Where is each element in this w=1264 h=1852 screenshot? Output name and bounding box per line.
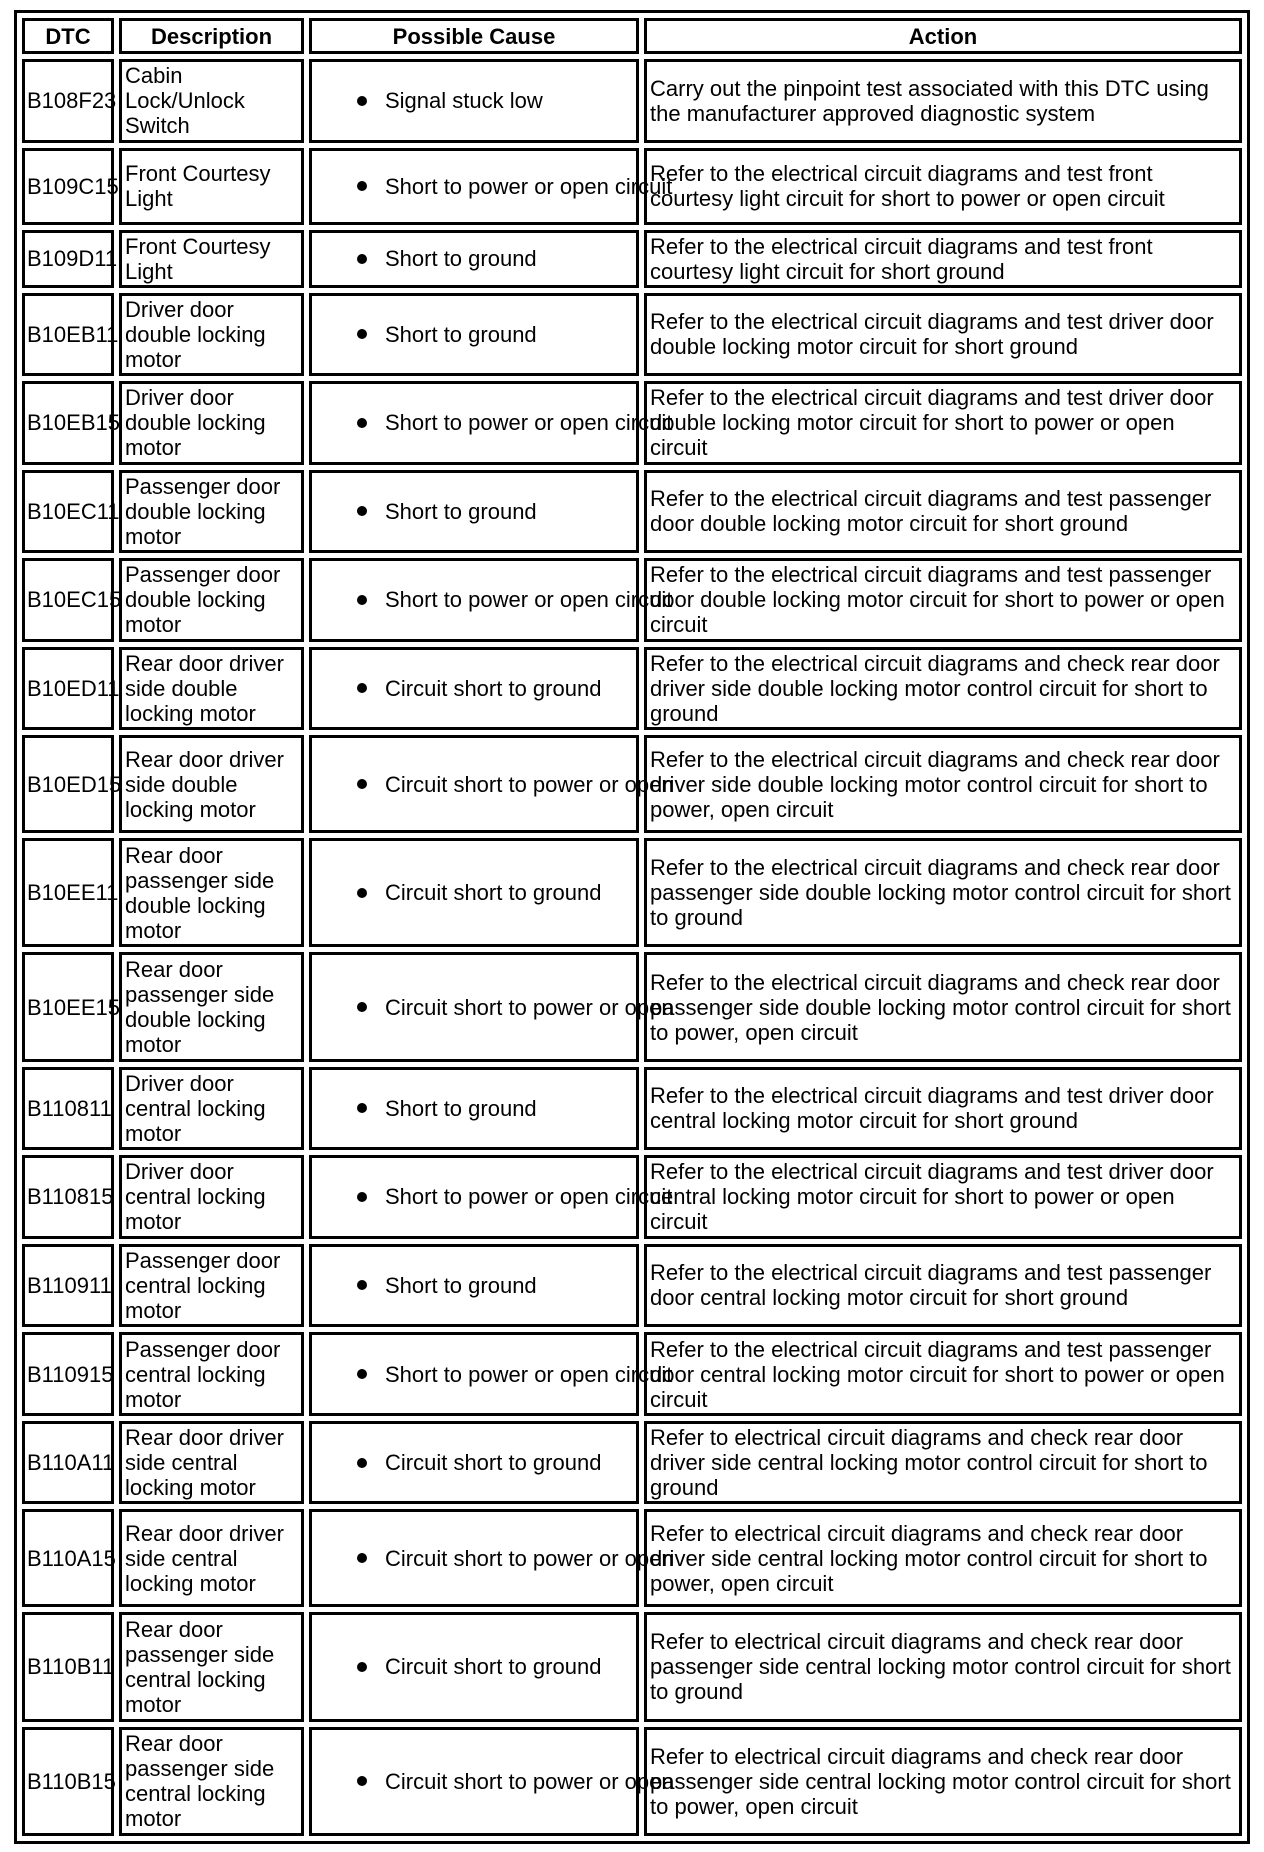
- table-header: [22, 18, 1242, 54]
- possible-cause: [309, 1727, 674, 1836]
- dtc-code: B10EE11: [22, 838, 114, 947]
- dtc-code: B110B11: [22, 1612, 114, 1721]
- dtc-description: Rear door driver side double locking motor: [119, 647, 304, 731]
- bullet-icon: [357, 418, 367, 428]
- possible-cause-text: Short to ground: [385, 1272, 537, 1298]
- possible-cause: [309, 647, 639, 731]
- table-row: [22, 1612, 1242, 1721]
- table-row: [22, 59, 1242, 143]
- table-row: [22, 952, 1242, 1061]
- table-row: [22, 1727, 1242, 1836]
- dtc-table: [14, 10, 1250, 1844]
- bullet-icon: [357, 1458, 367, 1468]
- bullet-icon: [357, 1369, 367, 1379]
- action-text: Refer to the electrical circuit diagrams and test driver door double locking motor circuit for short to power or open circuit: [644, 381, 1242, 465]
- bullet-icon: [357, 96, 367, 106]
- possible-cause: [309, 1509, 674, 1607]
- possible-cause-text: Circuit short to power or open: [385, 1768, 674, 1794]
- dtc-code: B109C15: [22, 148, 114, 225]
- possible-cause: [309, 952, 674, 1061]
- possible-cause-text: Circuit short to ground: [385, 1654, 602, 1680]
- dtc-code: B10ED15: [22, 735, 114, 833]
- possible-cause-text: Signal stuck low: [385, 88, 543, 114]
- dtc-code: B10EC15: [22, 558, 114, 642]
- possible-cause: [309, 1155, 673, 1239]
- action-text: Refer to the electrical circuit diagrams and check rear door driver side double locking motor control circuit for short to ground: [644, 647, 1242, 731]
- action-text: Refer to electrical circuit diagrams and check rear door passenger side central locking motor control circuit for short to ground: [644, 1612, 1242, 1721]
- possible-cause-text: Short to ground: [385, 246, 537, 272]
- possible-cause-text: Circuit short to ground: [385, 880, 602, 906]
- dtc-description: Front Courtesy Light: [119, 148, 304, 225]
- possible-cause-text: Short to power or open circuit: [385, 410, 673, 436]
- dtc-description: Passenger door double locking motor: [119, 558, 304, 642]
- possible-cause: [309, 1067, 639, 1151]
- dtc-description: Passenger door central locking motor: [119, 1244, 304, 1328]
- dtc-description: Rear door passenger side central locking motor: [119, 1727, 304, 1836]
- dtc-description: Front Courtesy Light: [119, 230, 304, 288]
- possible-cause-text: Circuit short to power or open: [385, 1545, 674, 1571]
- dtc-code: B110A11: [22, 1421, 114, 1505]
- possible-cause-text: Short to power or open circuit: [385, 587, 673, 613]
- possible-cause: [309, 59, 639, 143]
- dtc-description: Rear door driver side central locking motor: [119, 1421, 304, 1505]
- dtc-code: B110915: [22, 1332, 114, 1416]
- table-row: [22, 230, 1242, 288]
- dtc-code: B10EB11: [22, 293, 114, 377]
- action-text: Refer to the electrical circuit diagrams and test passenger door central locking motor circuit for short to power or open circuit: [644, 1332, 1242, 1416]
- dtc-description: Driver door double locking motor: [119, 381, 304, 465]
- action-text: Refer to the electrical circuit diagrams and test driver door central locking motor circuit for short to power or open circuit: [644, 1155, 1242, 1239]
- dtc-description: Rear door passenger side double locking motor: [119, 952, 304, 1061]
- dtc-code: B110B15: [22, 1727, 114, 1836]
- dtc-code: B108F23: [22, 59, 114, 143]
- possible-cause-text: Short to power or open circuit: [385, 173, 673, 199]
- possible-cause-text: Circuit short to power or open: [385, 994, 674, 1020]
- action-text: Refer to the electrical circuit diagrams and test passenger door double locking motor circuit for short to power or open circuit: [644, 558, 1242, 642]
- dtc-description: Rear door driver side central locking motor: [119, 1509, 304, 1607]
- possible-cause: [309, 230, 639, 288]
- dtc-description: Driver door central locking motor: [119, 1155, 304, 1239]
- possible-cause-text: Short to ground: [385, 321, 537, 347]
- action-text: Refer to the electrical circuit diagrams and check rear door passenger side double locking motor control circuit for short to power, open circuit: [644, 952, 1242, 1061]
- bullet-icon: [357, 1662, 367, 1672]
- action-text: Refer to the electrical circuit diagrams and test front courtesy light circuit for short ground: [644, 230, 1242, 288]
- possible-cause: [309, 293, 639, 377]
- possible-cause: [309, 735, 674, 833]
- table-row: [22, 381, 1242, 465]
- possible-cause: [309, 838, 639, 947]
- possible-cause: [309, 1244, 639, 1328]
- table-row: [22, 558, 1242, 642]
- possible-cause: [309, 470, 639, 554]
- dtc-code: B110815: [22, 1155, 114, 1239]
- table-body: [22, 59, 1242, 1836]
- bullet-icon: [357, 1002, 367, 1012]
- action-text: Carry out the pinpoint test associated with this DTC using the manufacturer approved diagnostic system: [644, 59, 1242, 143]
- possible-cause-text: Short to ground: [385, 498, 537, 524]
- table-row: [22, 647, 1242, 731]
- table-row: [22, 838, 1242, 947]
- action-text: Refer to electrical circuit diagrams and check rear door passenger side central locking motor control circuit for short to power, open circuit: [644, 1727, 1242, 1836]
- bullet-icon: [357, 254, 367, 264]
- table-row: [22, 735, 1242, 833]
- bullet-icon: [357, 1192, 367, 1202]
- possible-cause-text: Circuit short to ground: [385, 675, 602, 701]
- possible-cause: [309, 558, 673, 642]
- possible-cause: [309, 1421, 639, 1505]
- column-header-description: Description: [119, 18, 304, 54]
- possible-cause-text: Circuit short to ground: [385, 1450, 602, 1476]
- dtc-code: B10EC11: [22, 470, 114, 554]
- action-text: Refer to electrical circuit diagrams and check rear door driver side central locking motor control circuit for short to power, open circuit: [644, 1509, 1242, 1607]
- possible-cause: [309, 148, 673, 225]
- action-text: Refer to the electrical circuit diagrams and test driver door central locking motor circuit for short ground: [644, 1067, 1242, 1151]
- action-text: Refer to the electrical circuit diagrams and test front courtesy light circuit for short to power or open circuit: [644, 148, 1242, 225]
- table-row: [22, 148, 1242, 225]
- dtc-code: B110811: [22, 1067, 114, 1151]
- possible-cause: [309, 1332, 673, 1416]
- table-row: [22, 293, 1242, 377]
- dtc-description: Cabin Lock/Unlock Switch: [119, 59, 304, 143]
- table-row: [22, 1332, 1242, 1416]
- table-row: [22, 1421, 1242, 1505]
- action-text: Refer to the electrical circuit diagrams and check rear door passenger side double locking motor control circuit for short to ground: [644, 838, 1242, 947]
- dtc-description: Passenger door central locking motor: [119, 1332, 304, 1416]
- dtc-code: B10EB15: [22, 381, 114, 465]
- table-row: [22, 1067, 1242, 1151]
- possible-cause-text: Short to ground: [385, 1095, 537, 1121]
- possible-cause-text: Circuit short to power or open: [385, 771, 674, 797]
- table-row: [22, 1155, 1242, 1239]
- possible-cause-text: Short to power or open circuit: [385, 1184, 673, 1210]
- possible-cause: [309, 381, 673, 465]
- dtc-code: B109D11: [22, 230, 114, 288]
- dtc-description: Driver door central locking motor: [119, 1067, 304, 1151]
- dtc-description: Driver door double locking motor: [119, 293, 304, 377]
- column-header-dtc: DTC: [22, 18, 114, 54]
- table-row: [22, 1244, 1242, 1328]
- bullet-icon: [357, 888, 367, 898]
- dtc-code: B110911: [22, 1244, 114, 1328]
- column-header-possible-cause: Possible Cause: [309, 18, 639, 54]
- dtc-description: Rear door passenger side double locking motor: [119, 838, 304, 947]
- header-row: [22, 18, 1242, 54]
- bullet-icon: [357, 595, 367, 605]
- table-row: [22, 1509, 1242, 1607]
- possible-cause-text: Short to power or open circuit: [385, 1361, 673, 1387]
- table-row: [22, 470, 1242, 554]
- column-header-action: Action: [644, 18, 1242, 54]
- dtc-description: Rear door passenger side central locking motor: [119, 1612, 304, 1721]
- dtc-description: Rear door driver side double locking motor: [119, 735, 304, 833]
- dtc-code: B10EE15: [22, 952, 114, 1061]
- dtc-code: B110A15: [22, 1509, 114, 1607]
- action-text: Refer to the electrical circuit diagrams and test passenger door central locking motor circuit for short ground: [644, 1244, 1242, 1328]
- action-text: Refer to the electrical circuit diagrams and check rear door driver side double locking motor control circuit for short to power, open circuit: [644, 735, 1242, 833]
- dtc-code: B10ED11: [22, 647, 114, 731]
- possible-cause: [309, 1612, 639, 1721]
- action-text: Refer to electrical circuit diagrams and check rear door driver side central locking motor control circuit for short to ground: [644, 1421, 1242, 1505]
- action-text: Refer to the electrical circuit diagrams and test passenger door double locking motor circuit for short ground: [644, 470, 1242, 554]
- action-text: Refer to the electrical circuit diagrams and test driver door double locking motor circuit for short ground: [644, 293, 1242, 377]
- dtc-description: Passenger door double locking motor: [119, 470, 304, 554]
